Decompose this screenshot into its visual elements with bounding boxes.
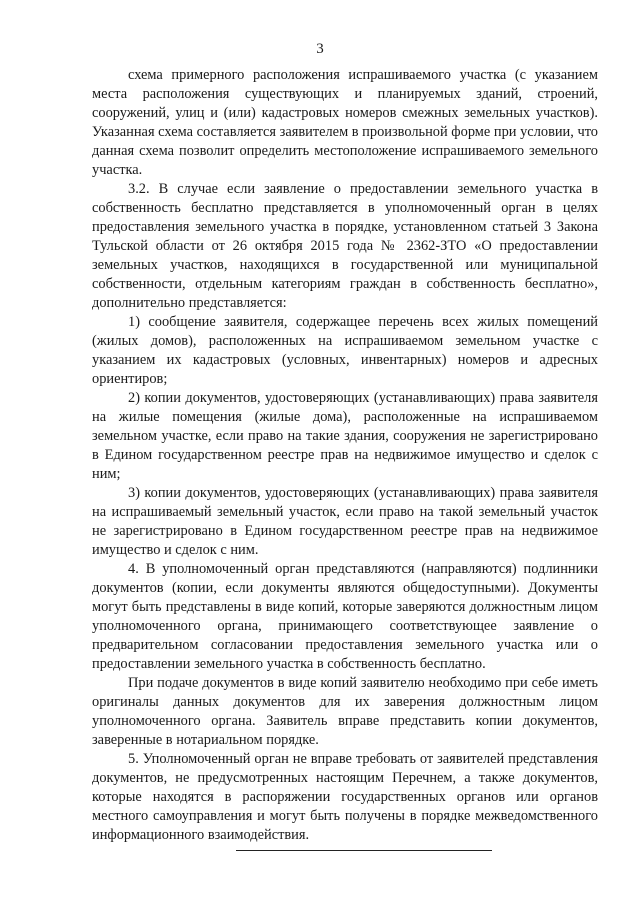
closing-divider	[236, 850, 492, 851]
list-item-1: 1) сообщение заявителя, содержащее перечень всех жилых помещений (жилых домов), расположенных на испрашиваемом земельном участке с указанием их кадастровых (условных, инвентарных) номеров и адресных ориентиров;	[92, 314, 598, 387]
paragraph-originals: При подаче документов в виде копий заявителю необходимо при себе иметь оригиналы данных документов для их заверения должностным лицом уполномоченного органа. Заявитель вправе представить копии документов, заверенные в нотариальном порядке.	[92, 675, 598, 748]
list-item-2: 2) копии документов, удостоверяющих (устанавливающих) права заявителя на жилые помещения (жилые дома), расположенные на испрашиваемом земельном участке, если право на такие здания, сооружения не зарегистрировано в Едином государственном реестре прав на недвижимое имущество и сделок с ним;	[92, 390, 598, 482]
paragraph-clause-4: 4. В уполномоченный орган представляются (направляются) подлинники документов (копии, если документы являются общедоступными). Документы могут быть представлены в виде копий, которые заверяются должностным лицом уполномоченного органа, принимающего соответствующее заявление о предварительном согласовании предоставления земельного участка или о предоставлении земельного участка в собственность бесплатно.	[92, 561, 598, 672]
list-item-3: 3) копии документов, удостоверяющих (устанавливающих) права заявителя на испрашиваемый земельный участок, если право на такой земельный участок не зарегистрировано в Едином государственном реестре прав на недвижимое имущество и сделок с ним.	[92, 485, 598, 558]
paragraph-clause-3-2: 3.2. В случае если заявление о предоставлении земельного участка в собственность бесплатно представляется в уполномоченный орган в целях предоставления земельного участка в порядке, установленном статьей 3 Закона Тульской области от 26 октября 2015 года № 2362-ЗТО «О предоставлении земельных участков, находящихся в государственной или муниципальной собственности, отдельным категориям граждан в собственность бесплатно», дополнительно представляется:	[92, 181, 598, 311]
paragraph-scheme: схема примерного расположения испрашиваемого участка (с указанием места расположения существующих и планируемых зданий, строений, сооружений, улиц и (или) кадастровых номеров смежных земельных участков). Указанная схема составляется заявителем в произвольной форме при условии, что данная схема позволит определить местоположение испрашиваемого земельного участка.	[92, 67, 598, 178]
page-number: 3	[316, 41, 324, 57]
document-body	[92, 66, 598, 845]
paragraph-clause-5: 5. Уполномоченный орган не вправе требовать от заявителей представления документов, не предусмотренных настоящим Перечнем, а также документов, которые находятся в распоряжении государственных органов или органов местного самоуправления и могут быть получены в порядке межведомственного информационного взаимодействия.	[92, 751, 598, 843]
